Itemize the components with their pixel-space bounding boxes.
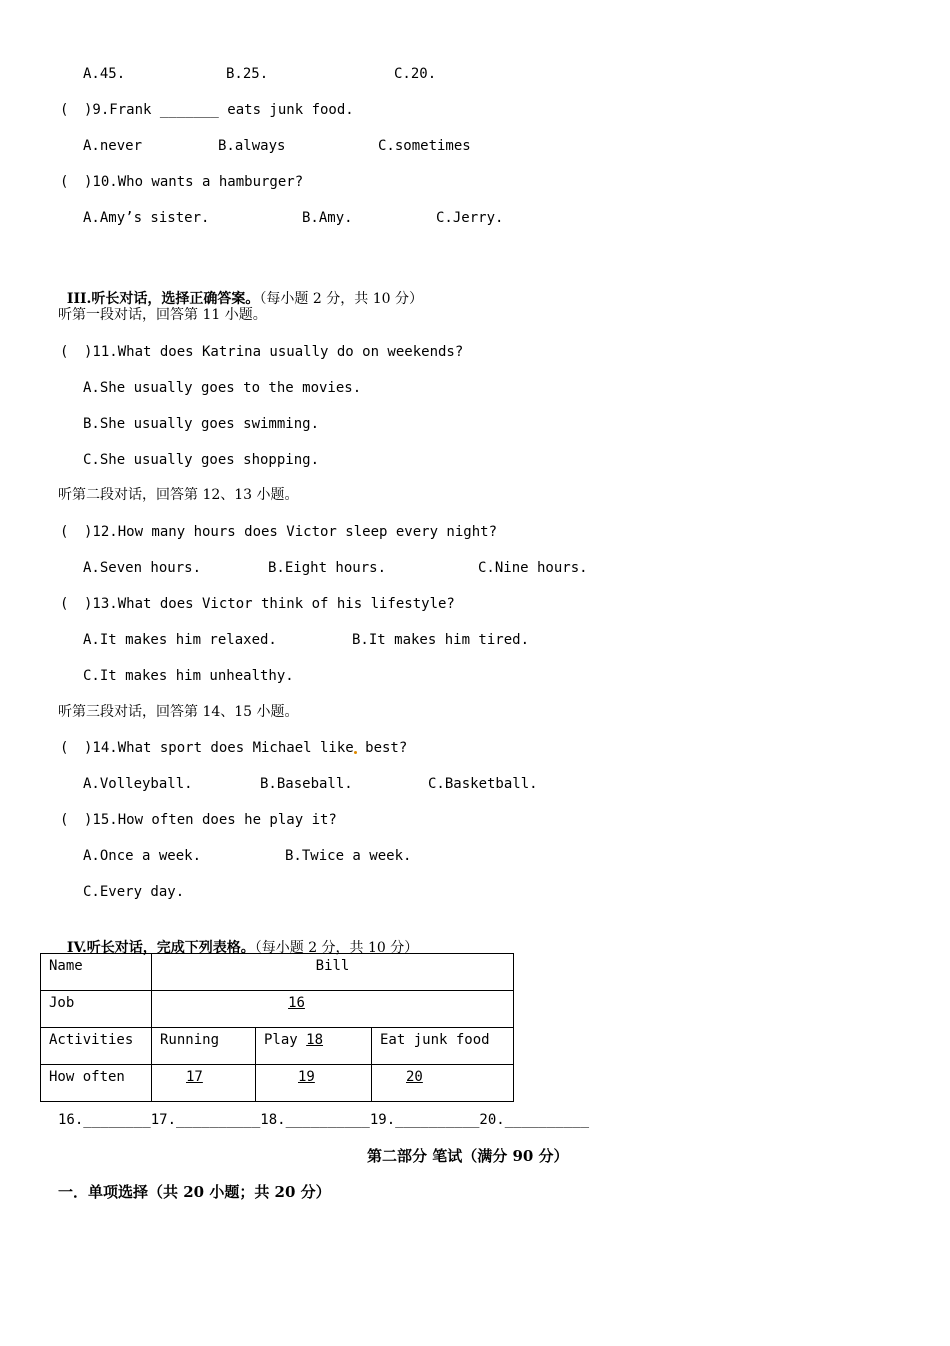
q9-option-a: A.never <box>83 138 143 154</box>
section4-title: IV.听长对话，完成下列表格。 <box>66 940 255 956</box>
q11-option-b: B.She usually goes swimming. <box>83 416 320 432</box>
q11-option-a: A.She usually goes to the movies. <box>83 380 362 396</box>
q12-question: )12.How many hours does Victor sleep every night? <box>84 524 498 540</box>
listening-table <box>40 953 514 1102</box>
section4-heading <box>58 918 418 958</box>
activity-eat-junk-food: Eat junk food <box>372 1028 514 1065</box>
q13-option-c: C.It makes him unhealthy. <box>83 668 294 684</box>
q14-paren: ( <box>60 740 69 756</box>
activity-play-prefix: Play <box>264 1032 307 1048</box>
q10-option-c: C.Jerry. <box>436 210 504 226</box>
answer-blanks-line: 16.________17.__________18.__________19.__________20.__________ <box>58 1112 590 1128</box>
q15-paren: ( <box>60 812 69 828</box>
activities-label: Activities <box>41 1028 152 1065</box>
activity-play <box>256 1028 372 1065</box>
blank-17: 17 <box>186 1069 203 1085</box>
q12-option-a: A.Seven hours. <box>83 560 202 576</box>
q9-option-c: C.sometimes <box>378 138 471 154</box>
activity-running: Running <box>152 1028 256 1065</box>
q10-option-b: B.Amy. <box>302 210 353 226</box>
q9-paren: ( <box>60 102 69 118</box>
q15-option-b: B.Twice a week. <box>285 848 412 864</box>
how-often-label: How often <box>41 1065 152 1102</box>
q15-option-a: A.Once a week. <box>83 848 202 864</box>
section3-score: （每小题 2 分，共 10 分） <box>259 291 423 307</box>
q8-option-b: B.25. <box>226 66 269 82</box>
q9-question: )9.Frank _______ eats junk food. <box>84 102 354 118</box>
table-row <box>41 991 514 1028</box>
table-row <box>41 1065 514 1102</box>
q13-paren: ( <box>60 596 69 612</box>
job-label: Job <box>41 991 152 1028</box>
q12-paren: ( <box>60 524 69 540</box>
q8-option-c: C.20. <box>394 66 437 82</box>
part2-title: 第二部分 笔试（满分 90 分） <box>367 1147 569 1165</box>
name-value: Bill <box>152 954 514 991</box>
how-often-17 <box>152 1065 256 1102</box>
q9-option-b: B.always <box>218 138 286 154</box>
blank-19: 19 <box>298 1069 315 1085</box>
table-row <box>41 1028 514 1065</box>
section3-title: III.听长对话，选择正确答案。 <box>66 291 260 307</box>
blank-20: 20 <box>406 1069 423 1085</box>
dialog2-instruction: 听第二段对话，回答第 12、13 小题。 <box>58 487 299 503</box>
q11-question: )11.What does Katrina usually do on weekends? <box>84 344 464 360</box>
q8-option-a: A.45. <box>83 66 126 82</box>
name-label: Name <box>41 954 152 991</box>
section1-title: 一．单项选择（共 20 小题；共 20 分） <box>58 1183 331 1201</box>
how-often-20 <box>372 1065 514 1102</box>
activity-play-blank: 18 <box>306 1032 324 1048</box>
q14-question <box>84 738 407 758</box>
q14-option-c: C.Basketball. <box>428 776 538 792</box>
q12-option-c: C.Nine hours. <box>478 560 588 576</box>
q14-question-part2: best? <box>356 740 408 756</box>
q12-option-b: B.Eight hours. <box>268 560 387 576</box>
q13-option-a: A.It makes him relaxed. <box>83 632 277 648</box>
q11-option-c: C.She usually goes shopping. <box>83 452 320 468</box>
q15-option-c: C.Every day. <box>83 884 185 900</box>
dialog1-instruction: 听第一段对话，回答第 11 小题。 <box>58 307 267 323</box>
how-often-19 <box>256 1065 372 1102</box>
q10-question: )10.Who wants a hamburger? <box>84 174 304 190</box>
q13-question: )13.What does Victor think of his lifestyle? <box>84 596 455 612</box>
dialog3-instruction: 听第三段对话，回答第 14、15 小题。 <box>58 704 299 720</box>
q13-option-b: B.It makes him tired. <box>352 632 530 648</box>
q14-option-a: A.Volleyball. <box>83 776 193 792</box>
q14-question-part1: )14.What sport does Michael like <box>84 740 354 756</box>
job-blank: 16 <box>288 995 305 1011</box>
section3-heading <box>58 269 423 309</box>
q15-question: )15.How often does he play it? <box>84 812 337 828</box>
table-row <box>41 954 514 991</box>
q10-option-a: A.Amy’s sister. <box>83 210 210 226</box>
q14-option-b: B.Baseball. <box>260 776 353 792</box>
q11-paren: ( <box>60 344 69 360</box>
job-value <box>152 991 514 1028</box>
section4-score: （每小题 2 分，共 10 分） <box>254 940 419 956</box>
q10-paren: ( <box>60 174 69 190</box>
